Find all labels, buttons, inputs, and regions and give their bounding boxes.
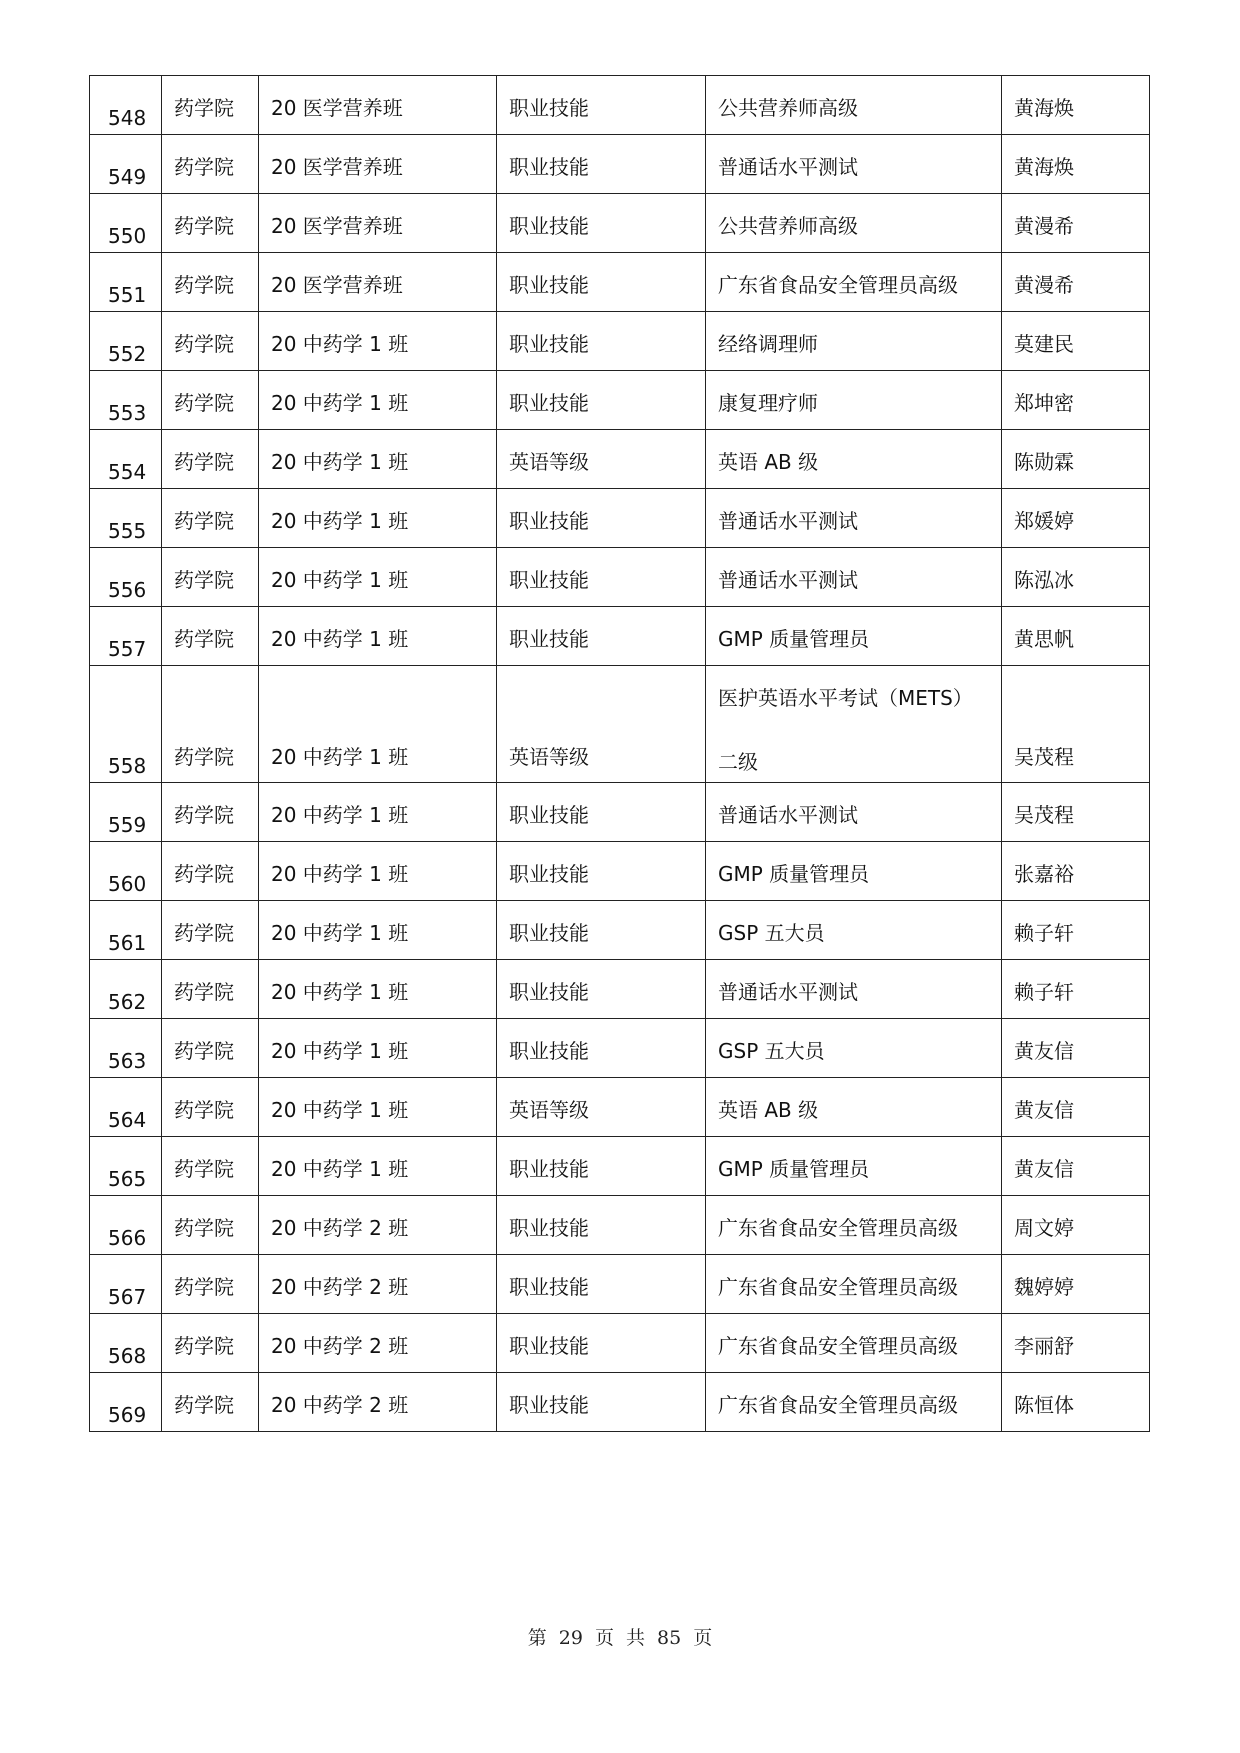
table-row <box>90 842 1150 901</box>
college-cell: 药学院 <box>162 489 259 548</box>
class-cell: 20 中药学 1 班 <box>259 548 497 607</box>
row-number-cell: 562 <box>90 960 162 1019</box>
college-cell: 药学院 <box>162 1314 259 1373</box>
class-cell: 20 中药学 1 班 <box>259 666 497 783</box>
row-number-cell: 556 <box>90 548 162 607</box>
name-cell: 黄海焕 <box>1002 76 1150 135</box>
certificate-cell: 广东省食品安全管理员高级 <box>706 253 1002 312</box>
class-cell: 20 中药学 2 班 <box>259 1196 497 1255</box>
row-number-cell: 564 <box>90 1078 162 1137</box>
row-number-cell: 557 <box>90 607 162 666</box>
name-cell: 陈勋霖 <box>1002 430 1150 489</box>
name-cell: 黄友信 <box>1002 1137 1150 1196</box>
certificate-cell: 广东省食品安全管理员高级 <box>706 1255 1002 1314</box>
row-number-cell: 563 <box>90 1019 162 1078</box>
certificate-table <box>89 75 1150 1432</box>
class-cell: 20 中药学 1 班 <box>259 607 497 666</box>
category-cell: 职业技能 <box>497 76 706 135</box>
page-footer <box>0 1623 1240 1650</box>
name-cell: 郑媛婷 <box>1002 489 1150 548</box>
category-cell: 职业技能 <box>497 901 706 960</box>
table-row <box>90 312 1150 371</box>
table-row <box>90 253 1150 312</box>
college-cell: 药学院 <box>162 135 259 194</box>
category-cell: 职业技能 <box>497 607 706 666</box>
table-row <box>90 1078 1150 1137</box>
class-cell: 20 中药学 2 班 <box>259 1314 497 1373</box>
certificate-cell: 康复理疗师 <box>706 371 1002 430</box>
category-cell: 英语等级 <box>497 430 706 489</box>
category-cell: 职业技能 <box>497 194 706 253</box>
table-row <box>90 607 1150 666</box>
college-cell: 药学院 <box>162 76 259 135</box>
certificate-cell: 普通话水平测试 <box>706 960 1002 1019</box>
footer-page-word: 页 <box>594 1627 614 1649</box>
name-cell: 莫建民 <box>1002 312 1150 371</box>
certificate-cell: GSP 五大员 <box>706 901 1002 960</box>
category-cell: 职业技能 <box>497 1137 706 1196</box>
row-number-cell: 559 <box>90 783 162 842</box>
certificate-cell: GMP 质量管理员 <box>706 1137 1002 1196</box>
row-number-cell: 553 <box>90 371 162 430</box>
class-cell: 20 中药学 1 班 <box>259 1019 497 1078</box>
table-row <box>90 1314 1150 1373</box>
name-cell: 郑坤密 <box>1002 371 1150 430</box>
class-cell: 20 医学营养班 <box>259 135 497 194</box>
class-cell: 20 医学营养班 <box>259 194 497 253</box>
name-cell: 黄友信 <box>1002 1019 1150 1078</box>
certificate-cell: 广东省食品安全管理员高级 <box>706 1196 1002 1255</box>
category-cell: 英语等级 <box>497 666 706 783</box>
name-cell: 魏婷婷 <box>1002 1255 1150 1314</box>
certificate-cell: 普通话水平测试 <box>706 783 1002 842</box>
category-cell: 职业技能 <box>497 960 706 1019</box>
class-cell: 20 中药学 1 班 <box>259 489 497 548</box>
certificate-cell: GSP 五大员 <box>706 1019 1002 1078</box>
table-row <box>90 783 1150 842</box>
category-cell: 职业技能 <box>497 548 706 607</box>
name-cell: 李丽舒 <box>1002 1314 1150 1373</box>
category-cell: 职业技能 <box>497 135 706 194</box>
row-number-cell: 558 <box>90 666 162 783</box>
category-cell: 职业技能 <box>497 1314 706 1373</box>
college-cell: 药学院 <box>162 1196 259 1255</box>
college-cell: 药学院 <box>162 607 259 666</box>
row-number-cell: 548 <box>90 76 162 135</box>
class-cell: 20 中药学 1 班 <box>259 1078 497 1137</box>
row-number-cell: 566 <box>90 1196 162 1255</box>
category-cell: 职业技能 <box>497 1373 706 1432</box>
row-number-cell: 554 <box>90 430 162 489</box>
college-cell: 药学院 <box>162 1255 259 1314</box>
footer-total-word: 共 <box>626 1627 646 1649</box>
table-row <box>90 960 1150 1019</box>
name-cell: 吴茂程 <box>1002 666 1150 783</box>
name-cell: 黄友信 <box>1002 1078 1150 1137</box>
class-cell: 20 中药学 2 班 <box>259 1373 497 1432</box>
college-cell: 药学院 <box>162 1078 259 1137</box>
category-cell: 职业技能 <box>497 1196 706 1255</box>
college-cell: 药学院 <box>162 371 259 430</box>
table-row <box>90 1137 1150 1196</box>
table-row <box>90 194 1150 253</box>
row-number-cell: 565 <box>90 1137 162 1196</box>
name-cell: 黄海焕 <box>1002 135 1150 194</box>
college-cell: 药学院 <box>162 783 259 842</box>
name-cell: 张嘉裕 <box>1002 842 1150 901</box>
category-cell: 职业技能 <box>497 489 706 548</box>
table-row <box>90 1373 1150 1432</box>
certificate-cell: GMP 质量管理员 <box>706 607 1002 666</box>
college-cell: 药学院 <box>162 1373 259 1432</box>
class-cell: 20 中药学 1 班 <box>259 901 497 960</box>
row-number-cell: 550 <box>90 194 162 253</box>
certificate-cell <box>706 666 1002 783</box>
footer-suffix: 页 <box>693 1627 713 1649</box>
certificate-cell: 广东省食品安全管理员高级 <box>706 1373 1002 1432</box>
category-cell: 职业技能 <box>497 1255 706 1314</box>
certificate-cell: 普通话水平测试 <box>706 548 1002 607</box>
certificate-cell: 普通话水平测试 <box>706 135 1002 194</box>
certificate-cell: 公共营养师高级 <box>706 76 1002 135</box>
class-cell: 20 中药学 1 班 <box>259 1137 497 1196</box>
college-cell: 药学院 <box>162 1019 259 1078</box>
certificate-line-1: 医护英语水平考试（METS） <box>718 686 973 710</box>
row-number-cell: 549 <box>90 135 162 194</box>
certificate-cell: 公共营养师高级 <box>706 194 1002 253</box>
row-number-cell: 555 <box>90 489 162 548</box>
college-cell: 药学院 <box>162 901 259 960</box>
certificate-cell: 英语 AB 级 <box>706 1078 1002 1137</box>
table-row <box>90 135 1150 194</box>
footer-prefix: 第 <box>527 1627 547 1649</box>
certificate-cell: GMP 质量管理员 <box>706 842 1002 901</box>
certificate-cell: 广东省食品安全管理员高级 <box>706 1314 1002 1373</box>
name-cell: 赖子轩 <box>1002 901 1150 960</box>
category-cell: 职业技能 <box>497 312 706 371</box>
name-cell: 周文婷 <box>1002 1196 1150 1255</box>
class-cell: 20 中药学 1 班 <box>259 960 497 1019</box>
row-number-cell: 569 <box>90 1373 162 1432</box>
category-cell: 职业技能 <box>497 371 706 430</box>
row-number-cell: 561 <box>90 901 162 960</box>
college-cell: 药学院 <box>162 253 259 312</box>
name-cell: 黄漫希 <box>1002 194 1150 253</box>
category-cell: 职业技能 <box>497 253 706 312</box>
table-row <box>90 76 1150 135</box>
class-cell: 20 中药学 1 班 <box>259 842 497 901</box>
table-body <box>90 76 1150 1432</box>
footer-page-number: 29 <box>558 1627 583 1649</box>
row-number-cell: 552 <box>90 312 162 371</box>
college-cell: 药学院 <box>162 960 259 1019</box>
college-cell: 药学院 <box>162 1137 259 1196</box>
certificate-line-2: 二级 <box>718 750 758 774</box>
row-number-cell: 560 <box>90 842 162 901</box>
college-cell: 药学院 <box>162 666 259 783</box>
college-cell: 药学院 <box>162 312 259 371</box>
college-cell: 药学院 <box>162 842 259 901</box>
table-row <box>90 371 1150 430</box>
class-cell: 20 中药学 1 班 <box>259 783 497 842</box>
college-cell: 药学院 <box>162 548 259 607</box>
table-row <box>90 1019 1150 1078</box>
category-cell: 职业技能 <box>497 842 706 901</box>
category-cell: 职业技能 <box>497 1019 706 1078</box>
class-cell: 20 中药学 1 班 <box>259 371 497 430</box>
name-cell: 吴茂程 <box>1002 783 1150 842</box>
college-cell: 药学院 <box>162 194 259 253</box>
category-cell: 英语等级 <box>497 1078 706 1137</box>
table-row <box>90 901 1150 960</box>
class-cell: 20 中药学 1 班 <box>259 430 497 489</box>
name-cell: 黄思帆 <box>1002 607 1150 666</box>
table-row <box>90 1196 1150 1255</box>
table-row <box>90 1255 1150 1314</box>
class-cell: 20 医学营养班 <box>259 76 497 135</box>
footer-total-pages: 85 <box>657 1627 682 1649</box>
name-cell: 陈泓冰 <box>1002 548 1150 607</box>
college-cell: 药学院 <box>162 430 259 489</box>
table-row <box>90 666 1150 783</box>
row-number-cell: 568 <box>90 1314 162 1373</box>
certificate-cell: 普通话水平测试 <box>706 489 1002 548</box>
name-cell: 黄漫希 <box>1002 253 1150 312</box>
certificate-cell: 英语 AB 级 <box>706 430 1002 489</box>
category-cell: 职业技能 <box>497 783 706 842</box>
table-row <box>90 430 1150 489</box>
row-number-cell: 567 <box>90 1255 162 1314</box>
class-cell: 20 中药学 2 班 <box>259 1255 497 1314</box>
name-cell: 赖子轩 <box>1002 960 1150 1019</box>
certificate-cell: 经络调理师 <box>706 312 1002 371</box>
row-number-cell: 551 <box>90 253 162 312</box>
table-row <box>90 489 1150 548</box>
name-cell: 陈恒体 <box>1002 1373 1150 1432</box>
class-cell: 20 中药学 1 班 <box>259 312 497 371</box>
class-cell: 20 医学营养班 <box>259 253 497 312</box>
table-row <box>90 548 1150 607</box>
